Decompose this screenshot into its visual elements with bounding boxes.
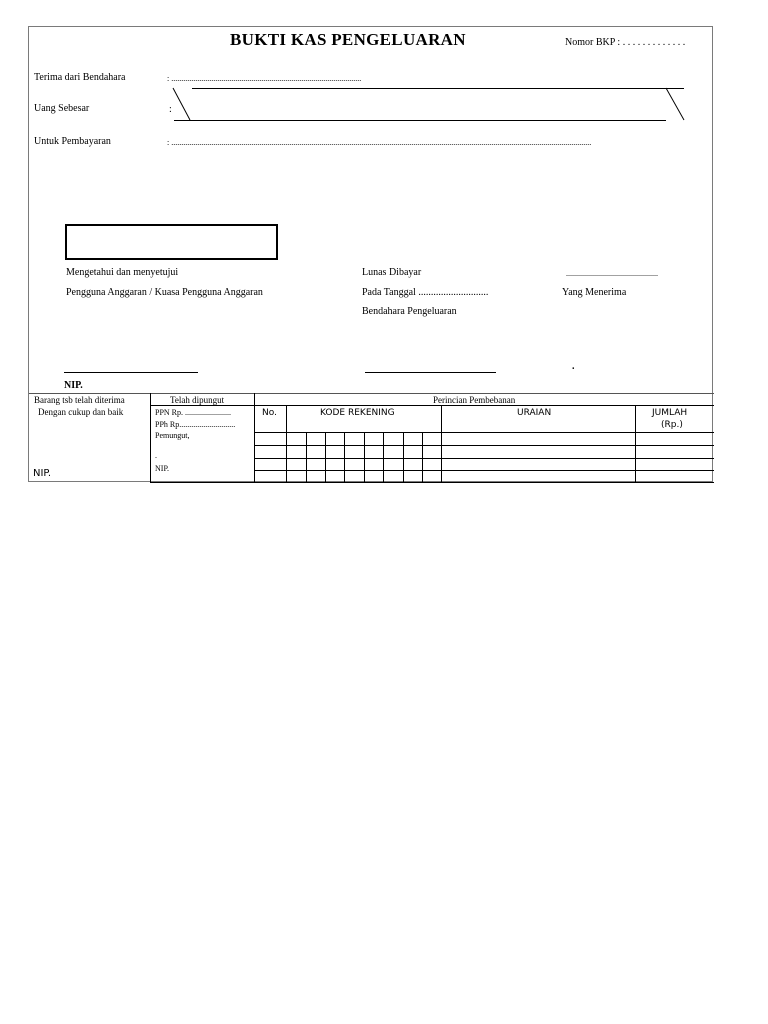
uang-field[interactable] [189,90,664,118]
untuk-field[interactable]: : .................................................................................................................................................................................................................. [167,138,592,147]
kode-cell-divider [344,432,345,482]
lunas-dots: .............................................. [566,269,658,278]
col1-line2: Dengan cukup dan baik [38,407,124,417]
col2-divider [254,393,255,482]
form-title: BUKTI KAS PENGELUARAN [230,30,466,49]
uang-colon: : [169,104,172,115]
signature-dot: . [572,361,575,372]
jumlah-header: JUMLAH [652,408,688,418]
kode-cell-divider [325,432,326,482]
pph-field[interactable]: PPh Rp............................ [155,420,236,429]
kode-cell-divider [403,432,404,482]
terima-field[interactable]: : ............................................................................................... [167,74,362,83]
kode-rekening-header: KODE REKENING [320,408,395,418]
col1-nip: NIP. [33,468,52,479]
table-row-line [254,458,714,459]
terima-label: Terima dari Bendahara [34,72,126,83]
col1-divider [150,393,151,482]
uang-label: Uang Sebesar [34,103,90,114]
nomor-bkp: Nomor BKP : . . . . . . . . . . . . . [565,37,686,48]
col2-bottom-line [150,482,254,483]
col3-header-line [254,405,714,406]
col1-header: Barang tsb telah diterima [34,395,125,405]
pada-tanggal-text: Pada Tanggal ............................ [362,287,489,298]
uraian-header: URAIAN [517,408,552,418]
uang-right-slash [666,88,686,121]
empty-box [65,224,278,260]
untuk-label: Untuk Pembayaran [34,136,111,147]
table-row-line [254,482,714,483]
bottom-table-top [29,393,714,394]
kode-cell-divider [422,432,423,482]
bkp-form [28,26,713,482]
no-header: No. [262,408,277,418]
col2-dot: . [155,451,157,460]
jumlah-unit: (Rp.) [661,420,683,430]
bendahara-text: Bendahara Pengeluaran [362,306,457,317]
table-row-line [254,432,714,433]
ppn-field[interactable]: PPN Rp. ....................... [155,408,232,417]
pemungut-text: Pemungut, [155,431,190,440]
kode-cell-divider [364,432,365,482]
col2-nip: NIP. [155,464,170,473]
signature-line-left [64,372,198,373]
signature-line-middle [365,372,496,373]
mengetahui-text: Mengetahui dan menyetujui [66,267,179,278]
kode-cell-divider [306,432,307,482]
table-row-line [254,470,714,471]
pengguna-text: Pengguna Anggaran / Kuasa Pengguna Anggaran [66,287,263,298]
kode-cell-divider [383,432,384,482]
yang-menerima-text: Yang Menerima [562,287,627,298]
lunas-text: Lunas Dibayar [362,267,422,278]
col2-header-line [150,405,254,406]
table-row-line [254,445,714,446]
uang-top-line [192,88,684,89]
uang-bottom-line [174,120,666,121]
col3-header: Perincian Pembebanan [433,395,516,405]
col2-header: Telah dipungut [170,395,225,405]
nip-left: NIP. [64,380,83,391]
